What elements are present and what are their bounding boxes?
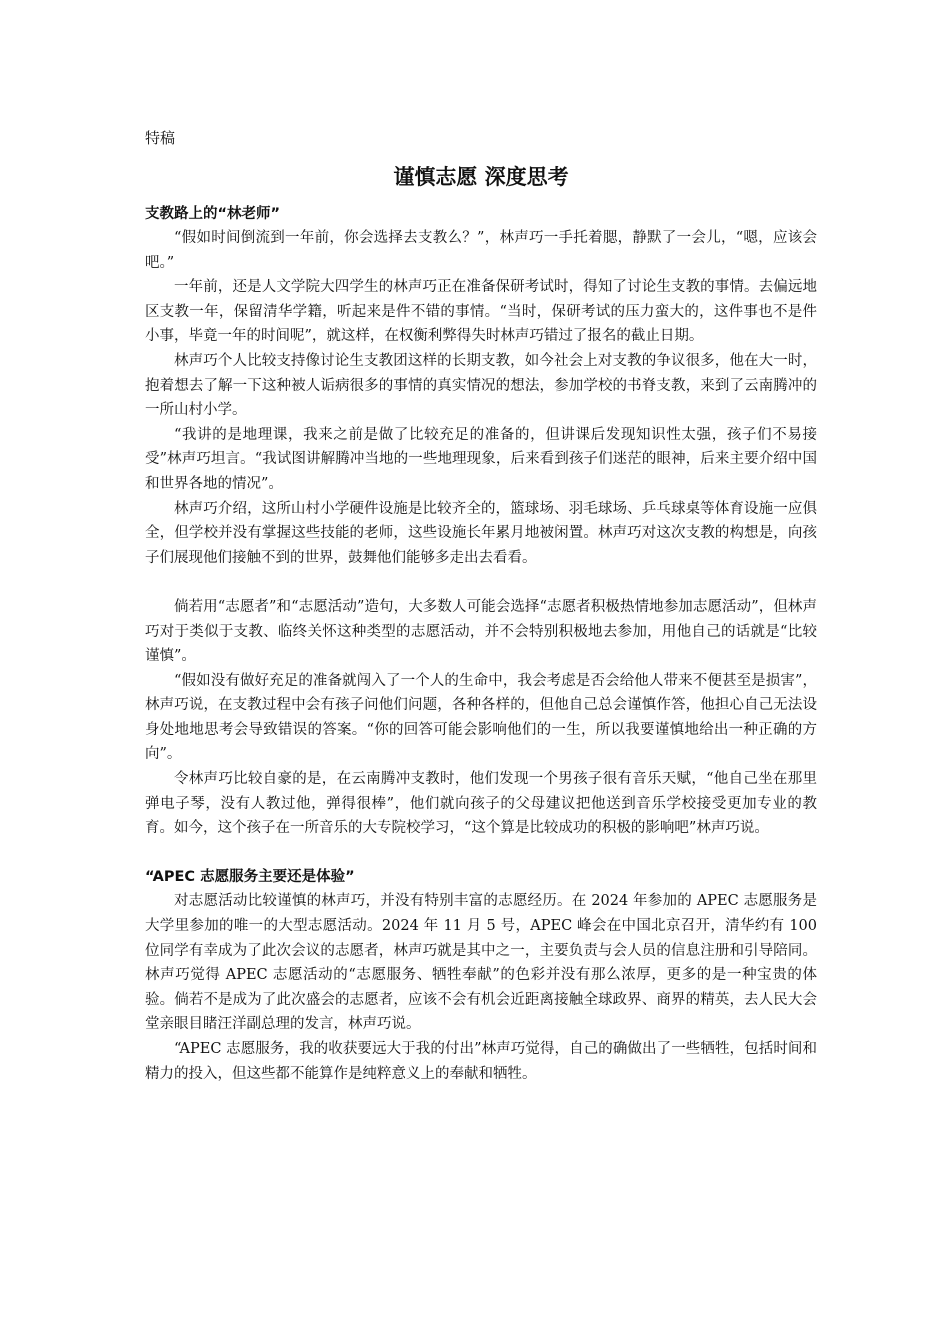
paragraph: “我讲的是地理课，我来之前是做了比较充足的准备的，但讲课后发现知识性太强，孩子们不易接受”林声巧坦言。“我试图讲解腾冲当地的一些地理现象，后来看到孩子们迷茫的眼神，后来主要介绍中国和世界各地的情况”。 (145, 426, 817, 492)
paragraph: “APEC 志愿服务，我的收获要远大于我的付出”林声巧觉得，自己的确做出了一些牺牲，包括时间和精力的投入，但这些都不能算作是纯粹意义上的奉献和牺牲。 (145, 1041, 817, 1082)
paragraph: 对志愿活动比较谨慎的林声巧，并没有特别丰富的志愿经历。在 2024 年参加的 APEC 志愿服务是大学里参加的唯一的大型志愿活动。2024 年 11 月 5 号，APEC 峰会在中国北京召开，清华约有 100 位同学有幸成为了此次会议的志愿者，林声巧就是其中之一，主要负责与会人员的信息注册和引导陪同。林声巧觉得 APEC 志愿活动的“志愿服务、牺牲奉献”的色彩并没有那么浓厚，更多的是一种宝贵的体验。倘若不是成为了此次盛会的志愿者，应该不会有机会近距离接触全球政界、商界的精英，去人民大会堂亲眼目睹汪洋副总理的发言，林声巧说。 (145, 893, 817, 1033)
section-heading: “APEC 志愿服务主要还是体验” (145, 869, 355, 886)
paragraph: “假如时间倒流到一年前，你会选择去支教么？”，林声巧一手托着腮，静默了一会儿，“嗯，应该会吧。” (145, 230, 817, 271)
paragraph: 倘若用“志愿者”和“志愿活动”造句，大多数人可能会选择“志愿者积极热情地参加志愿活动”，但林声巧对于类似于支教、临终关怀这种类型的志愿活动，并不会特别积极地去参加，用他自己的话就是“比较谨慎”。 (145, 598, 817, 665)
article-tag: 特稿 (145, 129, 176, 147)
document-page (145, 128, 817, 1086)
paragraph: 林声巧个人比较支持像讨论生支教团这样的长期支教，如今社会上对支教的争议很多，他在大一时，抱着想去了解一下这种被人诟病很多的事情的真实情况的想法，参加学校的书脊支教，来到了云南腾冲的一所山村小学。 (145, 352, 817, 419)
section-2 (145, 595, 817, 841)
paragraph: 一年前，还是人文学院大四学生的林声巧正在准备保研考试时，得知了讨论生支教的事情。去偏远地区支教一年，保留清华学籍，听起来是件不错的事情。“当时，保研考试的压力蛮大的，这件事也不是件小事，毕竟一年的时间呢”，就这样，在权衡利弊得失时林声巧错过了报名的截止日期。 (145, 279, 817, 345)
paragraph: “假如没有做好充足的准备就闯入了一个人的生命中，我会考虑是否会给他人带来不便甚至是损害”，林声巧说，在支教过程中会有孩子问他们问题，各种各样的，但他自己总会谨慎作答，他担心自己无法设身处地地思考会导致错误的答案。“你的回答可能会影响他们的一生，所以我要谨慎地给出一种正确的方向”。 (145, 672, 817, 763)
blank-line (145, 841, 817, 866)
article-title: 谨慎志愿 深度思考 (393, 165, 569, 189)
section-heading: 支教路上的“林老师” (145, 206, 281, 222)
paragraph: 令林声巧比较自豪的是，在云南腾冲支教时，他们发现一个男孩子很有音乐天赋，“他自己坐在那里弹电子琴，没有人教过他，弹得很棒”，他们就向孩子的父母建议把他送到音乐学校接受更加专业的教育。如今，这个孩子在一所音乐的大专院校学习，“这个算是比较成功的积极的影响吧”林声巧说。 (145, 771, 817, 837)
section-1 (145, 202, 817, 570)
paragraph: 林声巧介绍，这所山村小学硬件设施是比较齐全的，篮球场、羽毛球场、乒乓球桌等体育设施一应俱全，但学校并没有掌握这些技能的老师，这些设施长年累月地被闲置。林声巧对这次支教的构想是，向孩子们展现他们接触不到的世界，鼓舞他们能够多走出去看看。 (145, 500, 817, 566)
section-3 (145, 865, 817, 1086)
blank-line (145, 570, 817, 595)
